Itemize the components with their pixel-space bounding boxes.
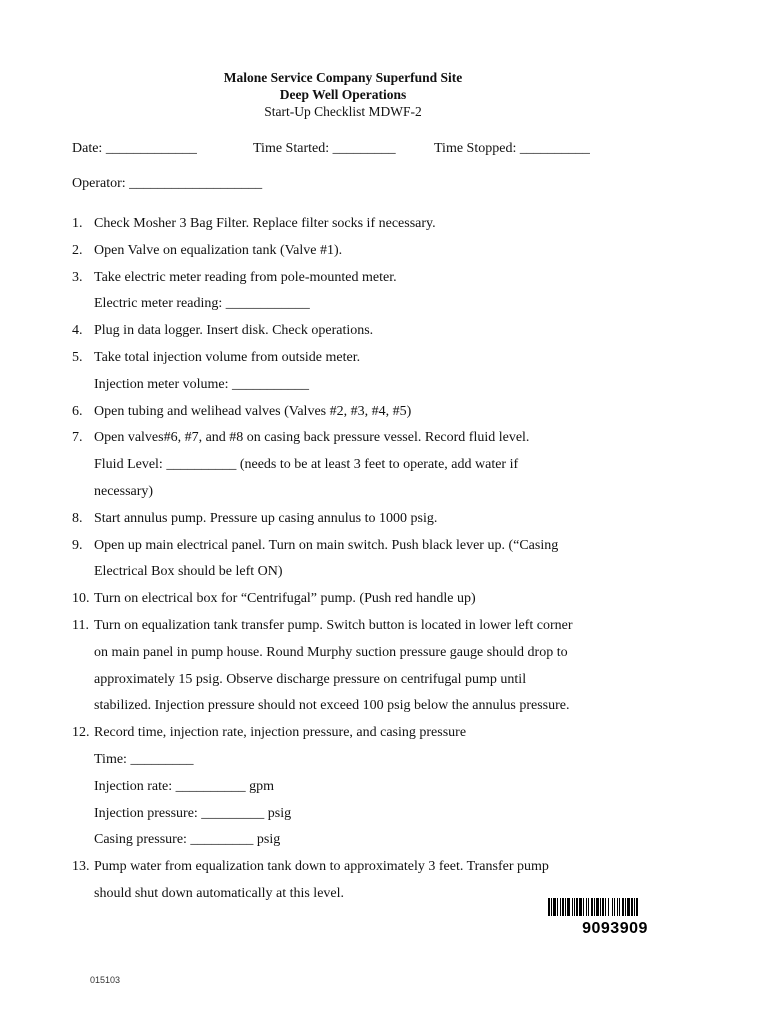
barcode-bar (572, 898, 573, 916)
checklist-steps (72, 211, 692, 908)
barcode-bar (602, 898, 604, 916)
step-text-line: Electric meter reading: ____________ (94, 296, 310, 312)
barcode-bar (627, 898, 630, 916)
barcode-bar (553, 898, 556, 916)
time-stopped-field: Time Stopped: __________ (434, 141, 590, 156)
time-started-field: Time Started: _________ (253, 141, 396, 156)
step-text-line: necessary) (94, 483, 154, 499)
barcode-bar (596, 898, 599, 916)
checklist-step (72, 586, 692, 613)
date-field: Date: _____________ (72, 141, 197, 156)
step-text-line: Pump water from equalization tank down to approximately 3 feet. Transfer pump (94, 859, 549, 875)
step-text-line: Turn on electrical box for “Centrifugal” pump. (Push red handle up) (94, 591, 476, 607)
barcode-bar (548, 898, 550, 916)
checklist-step (72, 238, 692, 265)
barcode-bar (562, 898, 564, 916)
step-number: 9. (72, 537, 83, 553)
step-number: 2. (72, 242, 83, 258)
barcode-bar (588, 898, 589, 916)
step-number: 10. (72, 591, 90, 607)
barcode-bars (548, 898, 682, 916)
operations-title: Deep Well Operations (279, 87, 407, 102)
barcode-bar (605, 898, 606, 916)
step-text-line: Injection pressure: _________ psig (94, 805, 292, 821)
barcode-number: 9093909 (582, 920, 648, 937)
step-text-line: approximately 15 psig. Observe discharge pressure on centrifugal pump until (94, 671, 527, 687)
step-text-line: Time: _________ (94, 751, 194, 767)
barcode-bar (625, 898, 626, 916)
step-text-line: Open valves#6, #7, and #8 on casing back pressure vessel. Record fluid level. (94, 430, 530, 446)
step-text-line: Plug in data logger. Insert disk. Check operations. (94, 323, 374, 339)
barcode-bar (634, 898, 635, 916)
step-text-line: Open Valve on equalization tank (Valve #1). (94, 242, 343, 258)
step-number: 11. (72, 617, 89, 633)
barcode-bar (636, 898, 638, 916)
barcode-bar (557, 898, 558, 916)
barcode-bar (608, 898, 609, 916)
checklist-step (72, 425, 692, 505)
step-text-line: Check Mosher 3 Bag Filter. Replace filter socks if necessary. (94, 216, 436, 231)
step-text-line: Take total injection volume from outside meter. (94, 349, 361, 365)
checklist-title: Start-Up Checklist MDWF-2 (264, 104, 422, 119)
checklist-step (72, 533, 692, 587)
step-text-line: Injection rate: __________ gpm (94, 778, 275, 794)
barcode-bar (583, 898, 584, 916)
barcode-bar (594, 898, 595, 916)
barcode-bar (574, 898, 575, 916)
barcode-bar (612, 898, 613, 916)
step-number: 4. (72, 323, 83, 339)
step-number: 12. (72, 725, 90, 741)
step-number: 8. (72, 510, 83, 526)
step-number: 3. (72, 269, 83, 285)
step-number: 5. (72, 349, 83, 365)
barcode-bar (600, 898, 601, 916)
barcode-bar (579, 898, 582, 916)
step-text-line: stabilized. Injection pressure should not exceed 100 psig below the annulus pressure. (94, 698, 570, 714)
barcode-bar (551, 898, 552, 916)
step-number: 1. (72, 216, 83, 231)
barcode-bar (567, 898, 570, 916)
checklist-step (72, 506, 692, 533)
document-header (0, 69, 686, 120)
step-text-line: Fluid Level: __________ (needs to be at least 3 feet to operate, add water if (94, 457, 519, 473)
barcode-bar (631, 898, 633, 916)
barcode-bar (614, 898, 615, 916)
step-text-line: Casing pressure: _________ psig (94, 832, 281, 848)
step-text-line: Injection meter volume: ___________ (94, 376, 310, 392)
barcode (548, 898, 682, 938)
barcode-bar (622, 898, 624, 916)
checklist-step (72, 265, 692, 319)
barcode-bar (565, 898, 566, 916)
barcode-bar (617, 898, 618, 916)
checklist-step (72, 318, 692, 345)
checklist-step (72, 211, 692, 238)
step-text-line: Turn on equalization tank transfer pump. Switch button is located in lower left corner (94, 617, 573, 633)
checklist-step (72, 613, 692, 720)
checklist-step (72, 399, 692, 426)
site-title: Malone Service Company Superfund Site (223, 70, 463, 85)
step-text-line: Record time, injection rate, injection pressure, and casing pressure (94, 725, 467, 741)
step-text-line: on main panel in pump house. Round Murphy suction pressure gauge should drop to (94, 644, 568, 660)
footer-code: 015103 (90, 975, 121, 985)
barcode-bar (576, 898, 578, 916)
barcode-bar (591, 898, 593, 916)
barcode-bar (586, 898, 587, 916)
barcode-bar (560, 898, 561, 916)
step-number: 13. (72, 859, 90, 875)
checklist-step (72, 345, 692, 399)
step-text-line: should shut down automatically at this level. (94, 885, 345, 901)
checklist-step (72, 720, 692, 854)
barcode-bar (619, 898, 620, 916)
operator-field: Operator: ___________________ (72, 176, 263, 191)
step-number: 6. (72, 403, 83, 419)
step-text-line: Take electric meter reading from pole-mounted meter. (94, 269, 397, 285)
step-text-line: Open tubing and welihead valves (Valves #2, #3, #4, #5) (94, 403, 412, 419)
step-text-line: Electrical Box should be left ON) (94, 564, 283, 580)
step-text-line: Open up main electrical panel. Turn on main switch. Push black lever up. (“Casing (94, 537, 559, 553)
step-number: 7. (72, 430, 83, 446)
step-text-line: Start annulus pump. Pressure up casing annulus to 1000 psig. (94, 510, 438, 526)
